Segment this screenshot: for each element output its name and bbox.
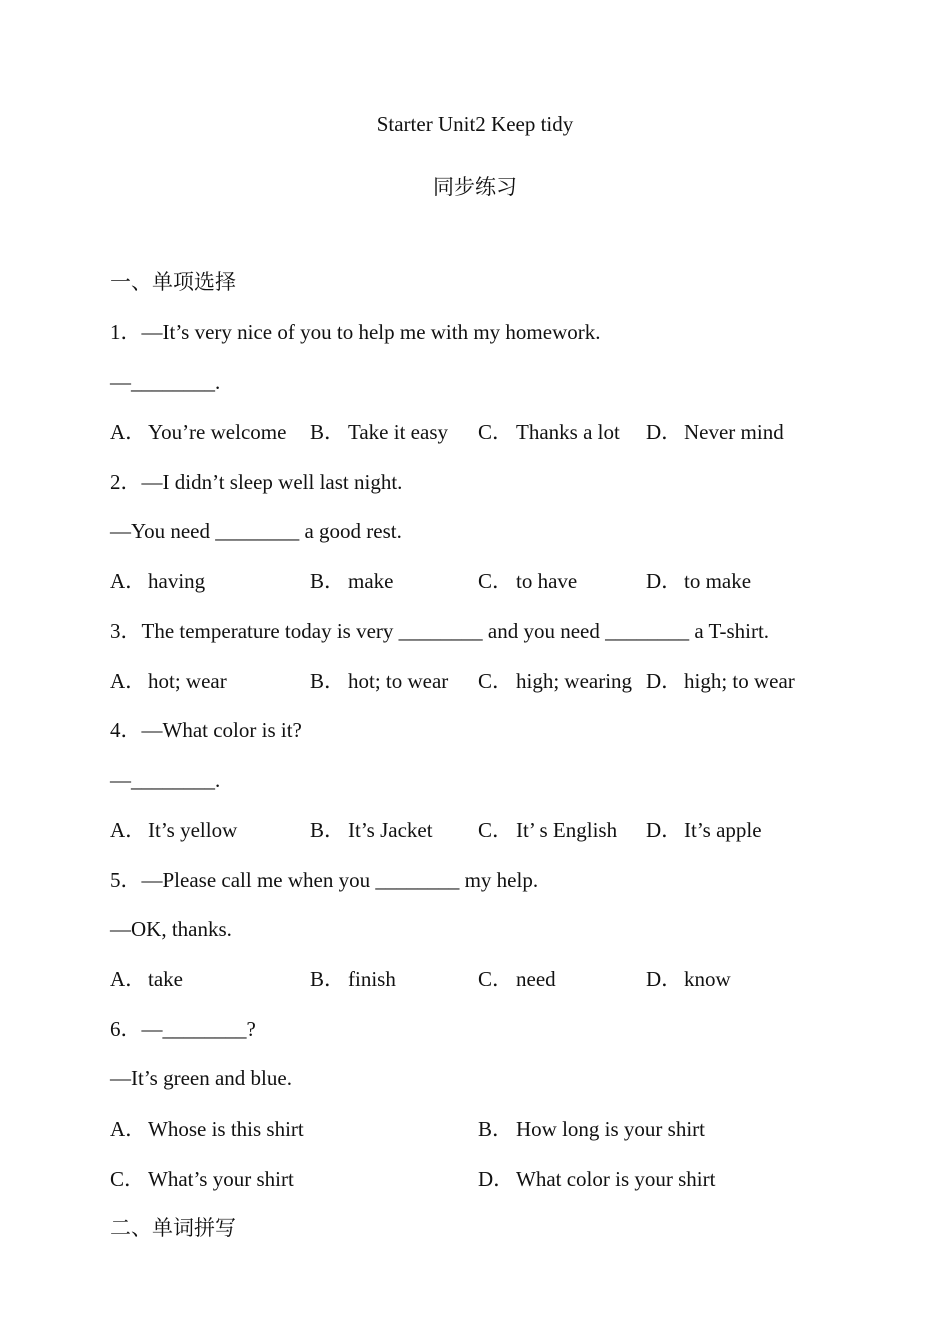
question-2-stem: 2．—I didn’t sleep well last night.	[110, 470, 403, 494]
question-1-option-c[interactable]	[478, 418, 620, 446]
option-key: D．	[646, 420, 683, 444]
option-key: A．	[110, 818, 147, 842]
option-key: D．	[646, 967, 683, 991]
option-key: A．	[110, 967, 147, 991]
option-text: How long is your shirt	[516, 1117, 705, 1141]
option-text: Whose is this shirt	[148, 1117, 304, 1141]
worksheet-subtitle: 同步练习	[433, 175, 517, 199]
option-text: What’s your shirt	[148, 1167, 294, 1191]
option-text: make	[348, 569, 394, 593]
option-text: having	[148, 569, 206, 593]
option-key: C．	[478, 967, 514, 991]
option-text: It’s apple	[684, 818, 762, 842]
option-key: C．	[110, 1167, 146, 1191]
question-6-option-c[interactable]	[110, 1165, 294, 1193]
question-5-option-c[interactable]	[478, 965, 556, 993]
question-6-stem: 6．—________?	[110, 1017, 256, 1041]
option-key: B．	[310, 818, 346, 842]
question-5-option-b[interactable]	[310, 965, 396, 993]
option-key: A．	[110, 569, 147, 593]
question-3-option-c[interactable]	[478, 667, 632, 695]
question-1-stem: 1．—It’s very nice of you to help me with my homework.	[110, 320, 601, 344]
option-text: finish	[348, 967, 396, 991]
question-5-option-a[interactable]	[110, 965, 183, 993]
question-1-reply: —________.	[110, 370, 221, 394]
question-3-option-d[interactable]	[646, 667, 795, 695]
option-text: know	[684, 967, 731, 991]
question-1-option-a[interactable]	[110, 418, 286, 446]
option-text: hot; wear	[148, 669, 227, 693]
question-4-option-c[interactable]	[478, 816, 617, 844]
option-key: A．	[110, 1117, 147, 1141]
question-2-option-d[interactable]	[646, 567, 751, 595]
section-heading-multiple-choice: 一、单项选择	[110, 270, 236, 294]
section-heading-word-spelling: 二、单词拼写	[110, 1216, 236, 1240]
option-key: D．	[646, 669, 683, 693]
option-key: B．	[478, 1117, 514, 1141]
question-2-option-b[interactable]	[310, 567, 393, 595]
option-text: high; wearing	[516, 669, 633, 693]
question-4-option-d[interactable]	[646, 816, 762, 844]
option-text: Take it easy	[348, 420, 448, 444]
option-key: C．	[478, 818, 514, 842]
question-1-option-d[interactable]	[646, 418, 784, 446]
question-2-option-a[interactable]	[110, 567, 205, 595]
option-key: C．	[478, 420, 514, 444]
question-5-option-d[interactable]	[646, 965, 731, 993]
question-4-option-a[interactable]	[110, 816, 237, 844]
question-6-reply: —It’s green and blue.	[110, 1066, 292, 1090]
option-text: to make	[684, 569, 752, 593]
option-key: D．	[646, 818, 683, 842]
question-4-stem: 4．—What color is it?	[110, 718, 302, 742]
question-6-option-b[interactable]	[478, 1115, 705, 1143]
option-text: need	[516, 967, 556, 991]
question-3-stem: 3．The temperature today is very ________ and you need ________ a T-shirt.	[110, 619, 770, 643]
question-3-option-a[interactable]	[110, 667, 227, 695]
option-key: D．	[478, 1167, 515, 1191]
question-5-stem: 5．—Please call me when you ________ my help.	[110, 868, 539, 892]
option-key: B．	[310, 420, 346, 444]
option-text: hot; to wear	[348, 669, 449, 693]
option-key: C．	[478, 669, 514, 693]
question-4-reply: —________.	[110, 768, 221, 792]
question-1-option-b[interactable]	[310, 418, 448, 446]
question-2-reply: —You need ________ a good rest.	[110, 519, 402, 543]
option-key: B．	[310, 967, 346, 991]
question-4-option-b[interactable]	[310, 816, 433, 844]
option-key: B．	[310, 569, 346, 593]
option-key: C．	[478, 569, 514, 593]
question-2-option-c[interactable]	[478, 567, 577, 595]
option-text: Never mind	[684, 420, 784, 444]
option-text: It’s yellow	[148, 818, 238, 842]
option-key: D．	[646, 569, 683, 593]
option-text: What color is your shirt	[516, 1167, 716, 1191]
option-key: B．	[310, 669, 346, 693]
question-6-option-a[interactable]	[110, 1115, 304, 1143]
option-text: take	[148, 967, 183, 991]
question-5-reply: —OK, thanks.	[110, 917, 232, 941]
option-text: You’re welcome	[148, 420, 287, 444]
option-text: high; to wear	[684, 669, 795, 693]
option-text: Thanks a lot	[516, 420, 620, 444]
worksheet-title: Starter Unit2 Keep tidy	[376, 112, 574, 136]
option-text: It’s Jacket	[348, 818, 433, 842]
option-text: to have	[516, 569, 578, 593]
question-6-option-d[interactable]	[478, 1165, 715, 1193]
option-key: A．	[110, 420, 147, 444]
option-key: A．	[110, 669, 147, 693]
question-3-option-b[interactable]	[310, 667, 448, 695]
option-text: It’ s English	[516, 818, 618, 842]
